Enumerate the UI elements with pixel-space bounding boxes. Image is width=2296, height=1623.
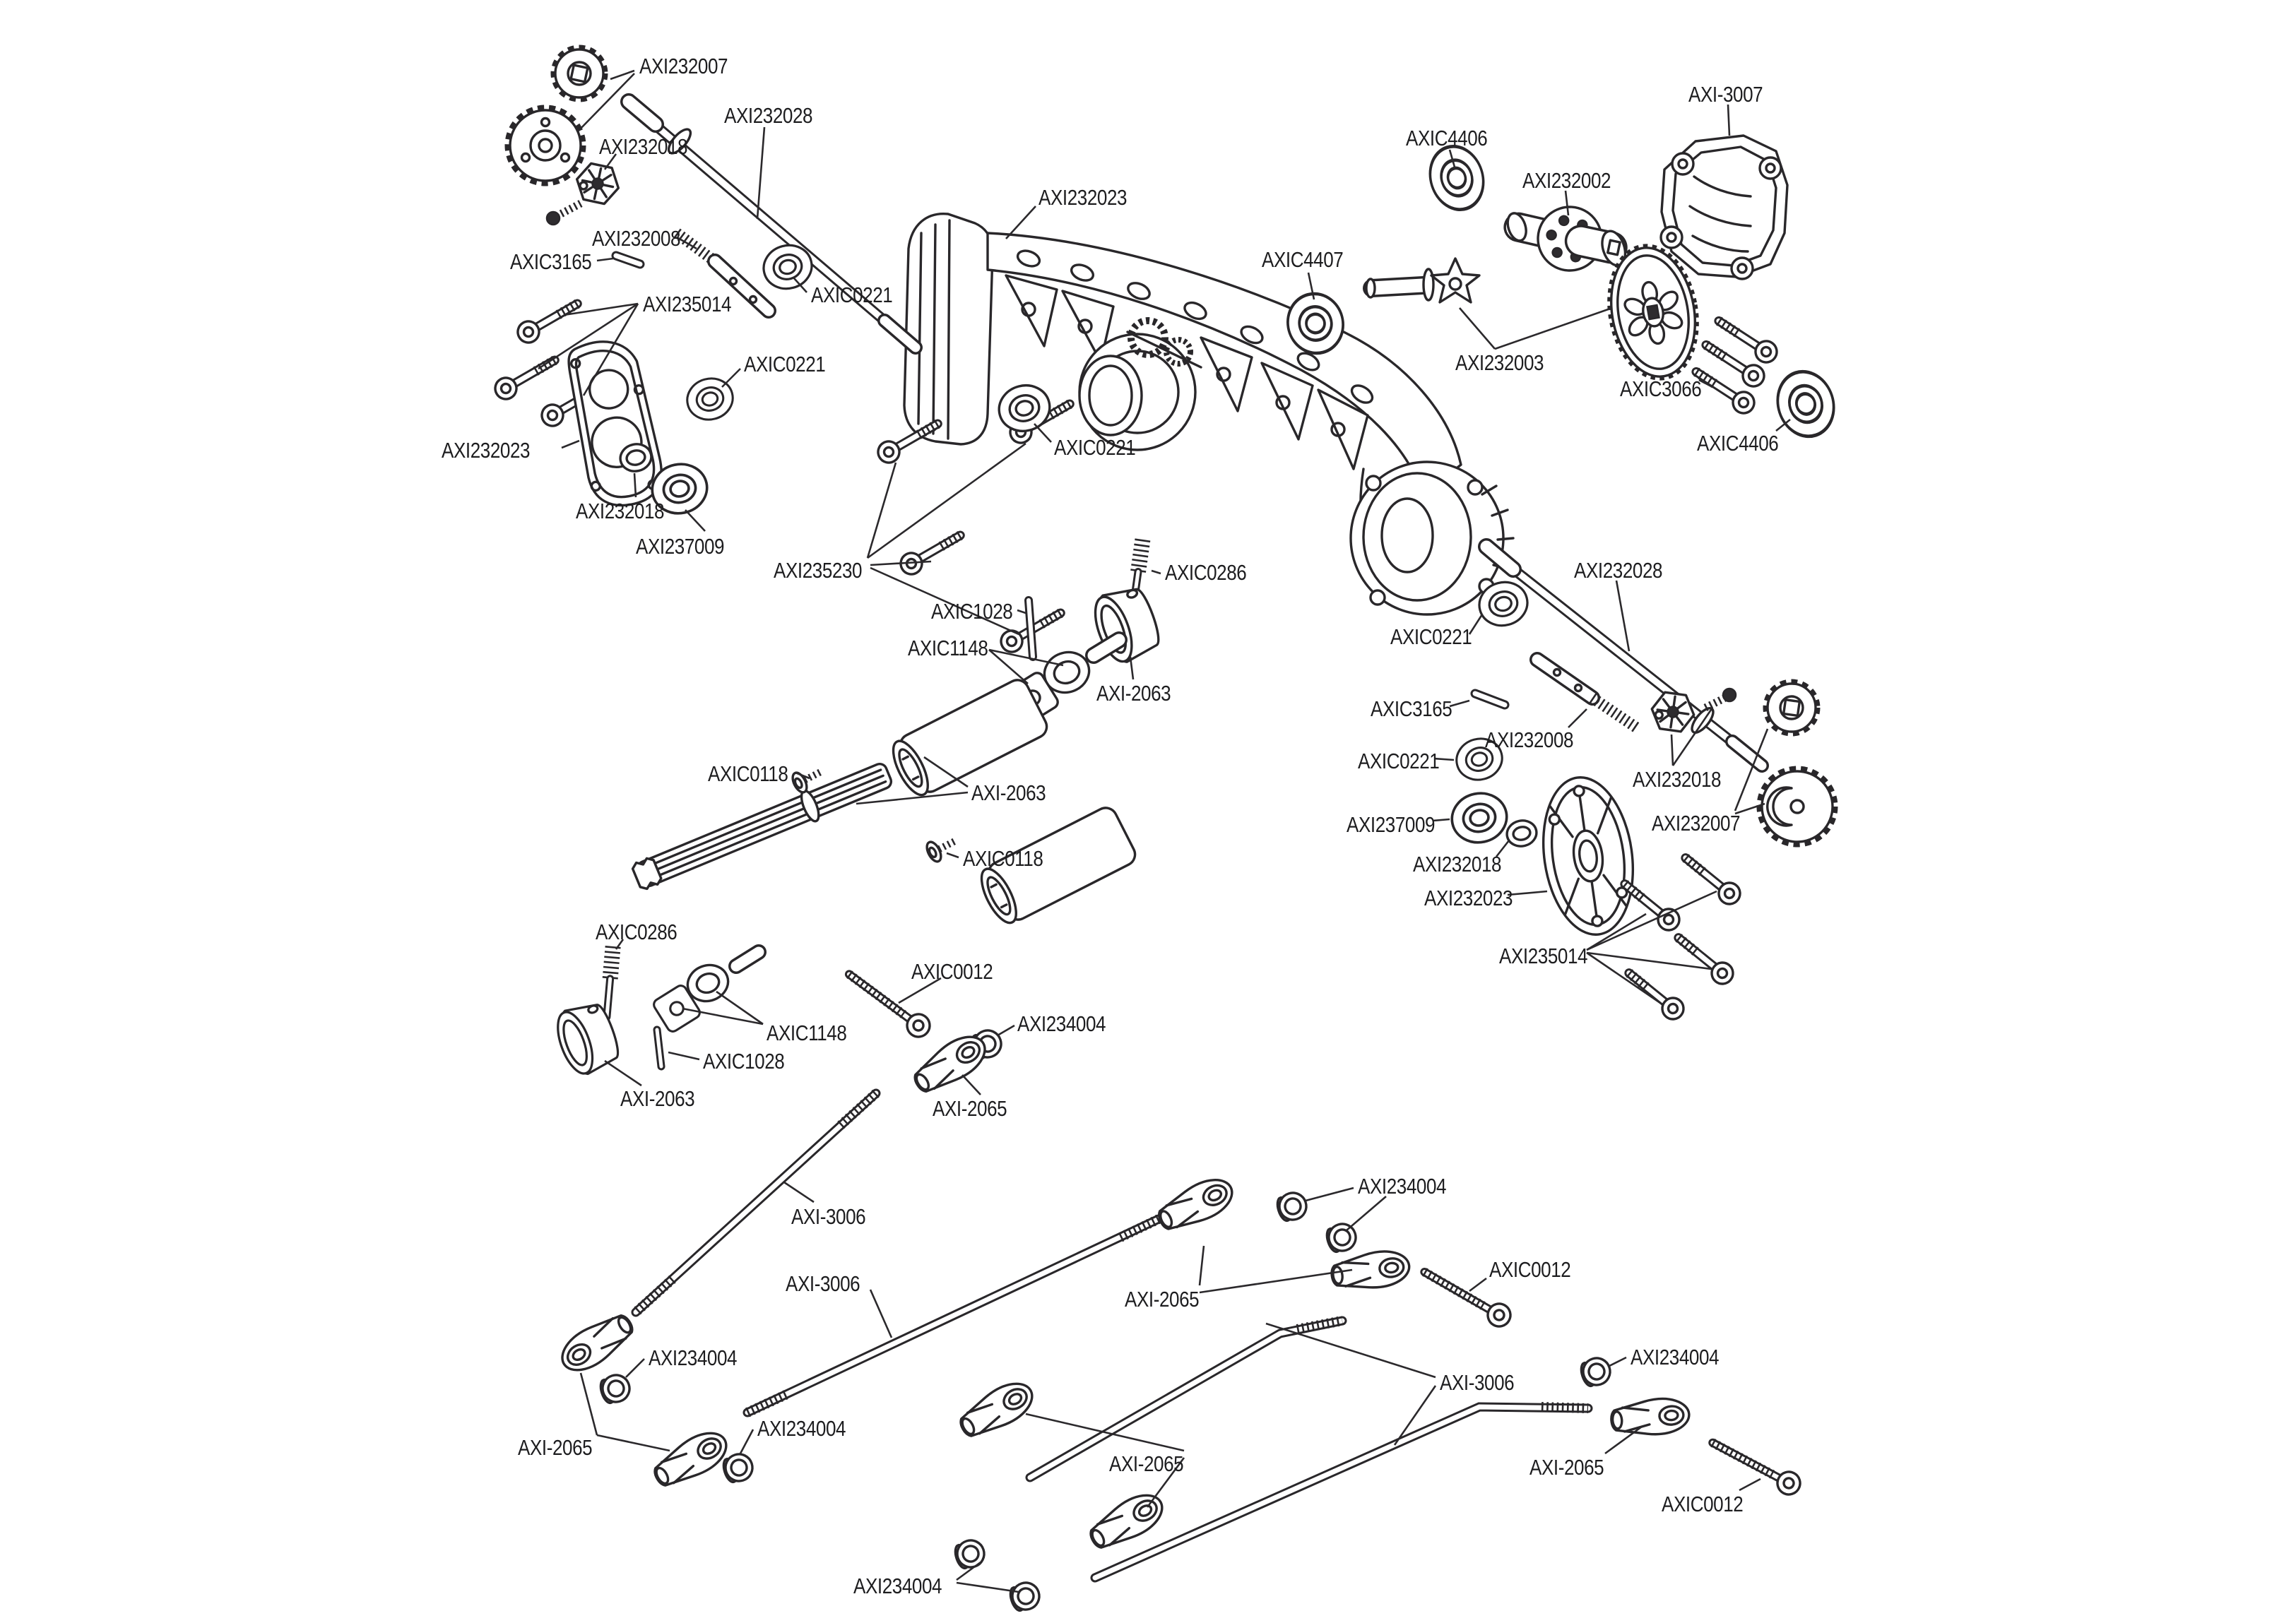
part-label: AXI234004	[1358, 1174, 1447, 1199]
part-label: AXI232028	[724, 103, 813, 128]
part-label: AXI-3006	[791, 1204, 866, 1229]
part-label: AXI232003	[1455, 350, 1544, 375]
part-label: AXI234004	[853, 1574, 942, 1598]
part-label: AXIC0118	[708, 761, 788, 786]
part-label: AXIC4406	[1406, 126, 1488, 150]
part-label: AXI232007	[1652, 811, 1741, 836]
part-label: AXIC1028	[703, 1049, 785, 1074]
part-label: AXI235014	[1499, 944, 1588, 968]
part-label: AXI-3007	[1688, 82, 1763, 107]
part-label: AXI235230	[774, 558, 863, 583]
part-label: AXI232023	[442, 438, 531, 463]
part-label: AXIC0012	[1662, 1492, 1744, 1516]
part-label: AXI-3006	[786, 1271, 860, 1296]
part-label: AXIC0221	[1054, 435, 1136, 460]
part-label: AXI235014	[643, 292, 732, 316]
part-label: AXI234004	[649, 1345, 738, 1370]
part-label: AXI232002	[1522, 168, 1611, 193]
part-label: AXI-3006	[1440, 1370, 1515, 1395]
part-label: AXI234004	[1017, 1011, 1106, 1036]
part-label: AXI232028	[1574, 558, 1663, 583]
part-label: AXI-2065	[1109, 1451, 1184, 1476]
part-label: AXI-2065	[518, 1435, 593, 1460]
part-label: AXIC0221	[811, 283, 893, 307]
part-label: AXIC0221	[744, 352, 826, 376]
part-label: AXIC0221	[1390, 624, 1472, 649]
part-label: AXI-2063	[971, 780, 1046, 805]
part-label: AXIC0286	[596, 920, 677, 944]
part-label: AXI-2063	[1096, 681, 1171, 706]
part-label: AXIC1028	[931, 599, 1013, 624]
part-label: AXI-2065	[933, 1096, 1007, 1121]
part-label: AXIC1148	[908, 636, 988, 660]
part-label: AXIC4406	[1697, 431, 1779, 456]
part-label: AXI234004	[1631, 1345, 1720, 1369]
part-label: AXIC0286	[1165, 560, 1247, 585]
part-label: AXI-2063	[620, 1086, 695, 1111]
part-label: AXI232023	[1424, 886, 1513, 910]
part-label: AXIC3165	[510, 249, 592, 274]
part-label: AXIC0221	[1358, 749, 1440, 773]
part-label: AXIC3066	[1620, 376, 1702, 401]
part-label: AXI232018	[599, 134, 688, 159]
part-label: AXI232018	[1413, 852, 1502, 876]
part-label: AXI237009	[1347, 812, 1436, 837]
part-label: AXI232007	[639, 54, 728, 78]
part-label: AXIC0118	[963, 846, 1043, 871]
part-label: AXI232018	[1633, 767, 1722, 792]
part-label: AXI232018	[576, 499, 665, 523]
part-label: AXI-2065	[1529, 1455, 1604, 1480]
part-label: AXI232008	[592, 226, 681, 251]
part-label: AXIC3165	[1371, 696, 1452, 721]
part-label: AXIC4407	[1262, 247, 1344, 272]
part-label: AXI237009	[636, 534, 725, 559]
part-label: AXI-2065	[1125, 1287, 1200, 1312]
part-label: AXIC0012	[1489, 1257, 1571, 1282]
part-label: AXIC0012	[911, 959, 993, 984]
part-label: AXI232023	[1038, 185, 1128, 210]
part-label: AXI232008	[1485, 727, 1574, 752]
part-label: AXIC1148	[767, 1021, 847, 1045]
part-label: AXI234004	[757, 1416, 846, 1441]
